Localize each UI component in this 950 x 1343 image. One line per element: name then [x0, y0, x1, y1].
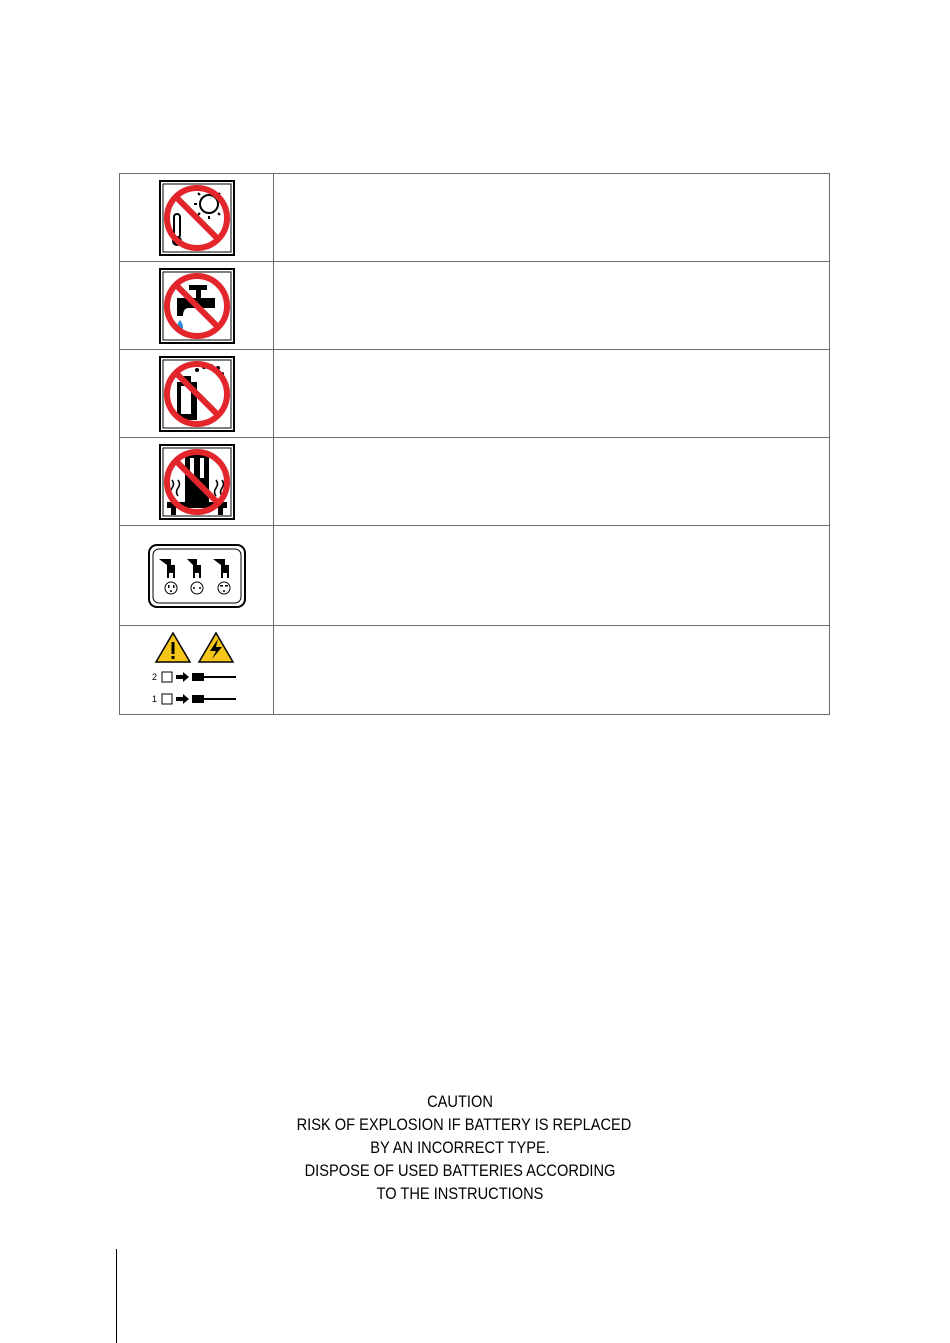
symbol-cell [120, 350, 274, 438]
symbol-description [274, 438, 830, 526]
caution-line: BY AN INCORRECT TYPE. [370, 1138, 550, 1157]
symbol-cell [120, 438, 274, 526]
symbol-description [274, 262, 830, 350]
symbol-cell [120, 262, 274, 350]
table-row [120, 262, 830, 350]
table-row [120, 438, 830, 526]
no-heat-sunlight-icon [159, 180, 235, 256]
no-water-icon [159, 268, 235, 344]
symbol-description [274, 526, 830, 626]
caution-heading: CAUTION [427, 1092, 493, 1111]
multiple-power-cords-warning-icon [147, 630, 247, 710]
no-dust-icon [159, 356, 235, 432]
table-row [120, 526, 830, 626]
symbol-description [274, 626, 830, 715]
symbol-description [274, 174, 830, 262]
symbol-cell [120, 626, 274, 715]
cord-label-1: 1 [151, 694, 157, 704]
table-row [120, 626, 830, 715]
caution-line: TO THE INSTRUCTIONS [376, 1184, 544, 1203]
table-row [120, 174, 830, 262]
symbol-cell [120, 526, 274, 626]
cord-label-2: 2 [151, 672, 157, 682]
no-heat-vent-icon [159, 444, 235, 520]
caution-line: RISK OF EXPLOSION IF BATTERY IS REPLACED [296, 1115, 632, 1134]
symbol-description [274, 350, 830, 438]
symbol-cell [120, 174, 274, 262]
table-row [120, 350, 830, 438]
caution-line: DISPOSE OF USED BATTERIES ACCORDING [304, 1161, 616, 1180]
safety-symbols-table [119, 173, 830, 715]
grounded-outlet-icon [147, 543, 247, 609]
battery-caution-label [296, 1090, 632, 1205]
margin-rule [116, 1249, 117, 1343]
